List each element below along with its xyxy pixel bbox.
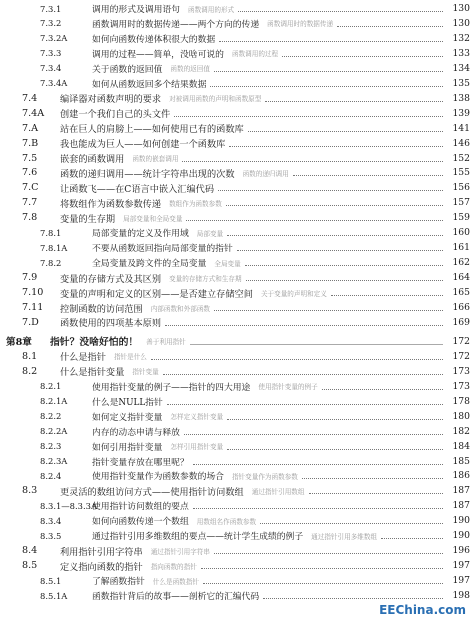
section-title: 什么是指针 <box>60 352 106 364</box>
toc-entry <box>0 454 472 469</box>
chapter-heading <box>0 334 472 349</box>
page-number: 162 <box>452 257 470 269</box>
section-number: 7.4 <box>22 92 38 104</box>
dot-leader <box>227 235 443 236</box>
page-number: 169 <box>452 316 470 328</box>
dot-leader <box>218 190 443 191</box>
section-title: 指针？没啥好怕的！ <box>50 337 139 349</box>
section-title: 利用指针引用字符串 <box>60 546 143 558</box>
section-number: 7.3.3 <box>40 48 62 59</box>
page-number: 196 <box>452 545 470 557</box>
section-annotation: 关于变量的声明和定义 <box>260 289 327 298</box>
section-number: 7.3.1 <box>40 3 62 14</box>
section-number: 8.5.1A <box>40 590 68 601</box>
section-number: 8.2.2A <box>40 426 68 437</box>
dot-leader <box>184 434 443 435</box>
section-annotation: 指针变量作为函数参数 <box>231 472 298 481</box>
section-title: 函数的递归调用——统计字符串出现的次数 <box>60 168 235 180</box>
toc-entry <box>0 180 472 195</box>
toc-entry <box>0 91 472 106</box>
page-number: 197 <box>452 560 470 572</box>
toc-entry <box>0 394 472 409</box>
section-number: 7.3.4A <box>40 78 68 89</box>
dot-leader <box>248 131 443 132</box>
page-number: 164 <box>452 272 470 284</box>
dot-leader <box>151 359 443 360</box>
dot-leader <box>227 449 443 450</box>
page-number: 198 <box>452 590 470 602</box>
section-annotation: 通过指针引用字符串 <box>150 547 211 556</box>
section-title: 控制函数的访问范围 <box>60 303 143 315</box>
dot-leader <box>381 538 443 539</box>
toc-entry <box>0 588 472 603</box>
page-number: 173 <box>452 365 470 377</box>
dot-leader <box>165 325 443 326</box>
toc-entry <box>0 106 472 121</box>
toc-entry <box>0 573 472 588</box>
toc-entry <box>0 1 472 16</box>
section-annotation: 函数的返回值 <box>170 65 210 74</box>
page-number: 186 <box>452 470 470 482</box>
section-title: 内存的动态申请与释放 <box>92 427 180 438</box>
section-title: 关于函数的返回值 <box>92 64 163 75</box>
page-number: 130 <box>452 3 470 14</box>
page-number: 152 <box>452 152 470 164</box>
section-number: 7.8.2 <box>40 257 62 268</box>
section-number: 7.6 <box>22 167 38 179</box>
dot-leader <box>282 56 443 57</box>
page-number: 173 <box>452 380 470 392</box>
page-number: 159 <box>452 212 470 224</box>
dot-leader <box>219 41 443 42</box>
watermark: EEChina.com <box>379 603 466 617</box>
page-number: 133 <box>452 47 470 59</box>
section-title: 站在巨人的肩膀上——如何使用已有的函数库 <box>60 124 244 136</box>
page-number: 132 <box>452 32 470 44</box>
section-annotation: 指针是什么 <box>113 353 147 362</box>
toc-entry <box>0 195 472 210</box>
page-number: 172 <box>452 335 470 347</box>
section-title: 我也能成为巨人——如何创建一个函数库 <box>60 139 226 151</box>
section-title: 如何向函数传递体积很大的数据 <box>92 34 216 45</box>
toc-entry <box>0 151 472 166</box>
section-title: 不要从函数返回指向局部变量的指针 <box>92 244 233 255</box>
toc-entry <box>0 349 472 364</box>
dot-leader <box>167 404 443 405</box>
page-number: 185 <box>452 455 470 467</box>
dot-leader <box>214 71 443 72</box>
page-number: 139 <box>452 107 470 119</box>
toc-entry <box>0 439 472 454</box>
toc-entry <box>0 31 472 46</box>
page-number: 156 <box>452 182 470 194</box>
dot-leader <box>227 419 443 420</box>
toc-entry <box>0 315 472 330</box>
section-number: 第8章 <box>6 337 32 349</box>
section-number: 8.3.5 <box>40 530 62 541</box>
page-number: 166 <box>452 302 470 313</box>
section-number: 7.4A <box>22 107 45 119</box>
toc-entry <box>0 136 472 151</box>
section-number: 7.10 <box>22 287 44 299</box>
section-number: 7.B <box>22 137 39 149</box>
section-number: 7.3.2A <box>40 33 68 44</box>
page-number: 182 <box>452 425 470 437</box>
toc-entry <box>0 270 472 285</box>
section-annotation: 内部函数和外部函数 <box>150 304 211 313</box>
page-number: 190 <box>452 515 470 527</box>
section-title: 让函数飞——在C语言中嵌入汇编代码 <box>60 183 215 195</box>
dot-leader <box>201 568 443 569</box>
section-annotation: 怎样引用指针变量 <box>170 443 224 452</box>
section-title: 变量的存储方式及其区别 <box>60 273 162 285</box>
section-number: 7.8.1A <box>40 242 68 253</box>
dot-leader <box>322 389 443 390</box>
section-title: 如何定义指针变量 <box>92 412 163 423</box>
dot-leader <box>193 464 443 465</box>
section-annotation: 用数组名作函数参数 <box>196 517 257 526</box>
page-number: 197 <box>452 575 470 587</box>
toc-entry <box>0 121 472 136</box>
page-number: 157 <box>452 197 470 209</box>
page-number: 190 <box>452 530 470 542</box>
section-title: 使用指针变量作为函数参数的场合 <box>92 472 224 483</box>
section-title: 定义指向函数的指针 <box>60 561 143 573</box>
page-number: 187 <box>452 485 470 497</box>
toc-entry <box>0 210 472 225</box>
page-number: 146 <box>452 137 470 149</box>
section-title: 通过指针引用多维数组的要点——统计学生成绩的例子 <box>92 532 304 543</box>
toc-entry <box>0 543 472 558</box>
section-title: 了解函数指针 <box>92 577 145 588</box>
section-annotation: 通过指针引用多维数组 <box>311 532 378 541</box>
page-number: 165 <box>452 287 470 299</box>
section-number: 8.4 <box>22 545 38 557</box>
page-number: 180 <box>452 410 470 422</box>
section-title: 如何向函数传递一个数组 <box>92 517 189 528</box>
section-title: 局部变量的定义及作用域 <box>92 229 189 240</box>
section-title: 使用指针变量的例子——指针的四大用途 <box>92 382 251 393</box>
toc-entry <box>0 46 472 61</box>
section-number: 8.5 <box>22 560 38 572</box>
section-number: 7.A <box>22 122 39 134</box>
page-number: 160 <box>452 227 470 239</box>
dot-leader <box>260 523 443 524</box>
dot-leader <box>214 553 443 554</box>
section-annotation: 怎样定义指针变量 <box>170 413 224 422</box>
section-annotation: 通过指针引用数组 <box>251 487 305 496</box>
section-title: 函数调用时的数据传递——两个方向的传递 <box>92 19 260 30</box>
section-number: 8.3.4 <box>40 515 62 526</box>
dot-leader <box>263 598 443 599</box>
section-number: 8.2 <box>22 365 38 377</box>
dot-leader <box>186 220 443 221</box>
toc-entry <box>0 409 472 424</box>
section-title: 函数指针背后的故事——剖析它的汇编代码 <box>92 592 260 603</box>
section-title: 创建一个我们自己的头文件 <box>60 109 171 121</box>
section-number: 7.11 <box>22 302 44 313</box>
toc-entry <box>0 165 472 180</box>
page-number: 184 <box>452 440 470 452</box>
dot-leader <box>229 146 443 147</box>
page-number: 161 <box>452 242 470 254</box>
dot-leader <box>293 175 443 176</box>
toc-entry <box>0 364 472 379</box>
section-number: 8.5.1 <box>40 575 62 586</box>
section-title: 更灵活的数组访问方式——使用指针访问数组 <box>60 486 244 498</box>
section-number: 7.5 <box>22 152 38 164</box>
page-number: 135 <box>452 77 470 89</box>
page-number: 172 <box>452 350 470 362</box>
section-annotation: 函数调用时的数据传递 <box>267 20 334 29</box>
section-number: 7.3.2 <box>40 18 62 29</box>
toc-entry <box>0 16 472 31</box>
section-number: 8.2.2 <box>40 411 62 422</box>
section-title: 编译器对函数声明的要求 <box>60 94 162 106</box>
section-number: 8.3 <box>22 485 38 497</box>
section-title: 如何从函数返回多个结果数据 <box>92 79 207 90</box>
dot-leader <box>174 116 443 117</box>
section-title: 使用指针访问数组的要点 <box>92 502 189 513</box>
section-annotation: 局部变量 <box>196 229 224 238</box>
section-title: 将数组作为函数参数传递 <box>60 198 162 210</box>
page-number: 155 <box>452 167 470 179</box>
section-title: 什么是指针变量 <box>60 367 125 379</box>
section-number: 8.2.1 <box>40 381 62 392</box>
dot-leader <box>265 101 443 102</box>
toc-entry <box>0 285 472 300</box>
section-number: 8.2.3A <box>40 456 68 466</box>
section-number: 8.3.1—8.3.3A <box>40 500 98 511</box>
page-number: 187 <box>452 500 470 512</box>
toc-entry <box>0 61 472 76</box>
section-title: 嵌套的函数调用 <box>60 154 125 165</box>
dot-leader <box>214 310 443 311</box>
toc-entry <box>0 483 472 498</box>
page-number: 138 <box>452 92 470 104</box>
section-number: 7.C <box>22 182 39 194</box>
section-annotation: 函数的嵌套调用 <box>132 155 179 163</box>
section-number: 8.1 <box>22 350 38 362</box>
section-title: 函数使用的四项基本原则 <box>60 318 162 330</box>
section-number: 7.7 <box>22 197 38 209</box>
dot-leader <box>309 493 444 494</box>
section-annotation: 全局变量 <box>214 259 241 268</box>
dot-leader <box>237 250 443 251</box>
dot-leader <box>226 205 443 206</box>
toc-entry <box>0 76 472 91</box>
section-annotation: 函数的递归调用 <box>242 169 289 178</box>
section-number: 7.9 <box>22 272 38 284</box>
section-number: 7.D <box>22 316 39 328</box>
section-annotation: 什么是函数指针 <box>152 577 199 586</box>
dot-leader <box>245 265 443 266</box>
section-number: 8.2.4 <box>40 470 62 481</box>
toc-entry <box>0 528 472 543</box>
toc-entry <box>0 379 472 394</box>
toc-entry <box>0 255 472 270</box>
section-number: 7.8.1 <box>40 227 62 238</box>
section-title: 如何引用指针变量 <box>92 442 163 453</box>
section-title: 什么是NULL指针 <box>92 397 163 408</box>
dot-leader <box>193 508 443 509</box>
dot-leader <box>302 478 443 479</box>
dot-leader <box>331 295 443 296</box>
section-annotation: 使用指针变量的例子 <box>258 383 318 392</box>
toc-entry <box>0 424 472 439</box>
section-annotation: 指向函数的指针 <box>150 562 197 571</box>
section-annotation: 对被调用函数的声明和函数原型 <box>169 95 262 104</box>
page-number: 130 <box>452 17 470 29</box>
dot-leader <box>337 26 443 27</box>
section-title: 全局变量及跨文件的全局变量 <box>92 259 207 270</box>
dot-leader <box>182 161 443 162</box>
section-number: 7.3.4 <box>40 63 62 74</box>
section-annotation: 数组作为函数参数 <box>169 199 222 208</box>
dot-leader <box>163 374 443 375</box>
page-number: 134 <box>452 62 470 74</box>
dot-leader <box>190 344 443 345</box>
section-annotation: 函数调用的过程 <box>231 50 279 59</box>
toc-entry <box>0 558 472 573</box>
section-annotation: 善于利用指针 <box>146 338 186 347</box>
section-annotation: 变量的存储方式和生存期 <box>169 274 242 283</box>
section-number: 7.8 <box>22 212 38 224</box>
dot-leader <box>210 86 443 87</box>
dot-leader <box>203 583 443 584</box>
page-number: 141 <box>452 122 470 134</box>
section-title: 变量的声明和定义的区别——是否建立存储空间 <box>60 288 253 300</box>
toc-entry <box>0 498 472 513</box>
toc-entry <box>0 513 472 528</box>
toc-entry <box>0 300 472 315</box>
section-title: 调用的形式及调用语句 <box>92 5 180 15</box>
toc-entry <box>0 240 472 255</box>
section-annotation: 函数调用的形式 <box>187 5 235 14</box>
page-number: 178 <box>452 395 470 407</box>
section-title: 指针变量存放在哪里呢？ <box>92 457 189 468</box>
dot-leader <box>238 11 443 12</box>
section-number: 8.2.3 <box>40 441 62 452</box>
section-title: 调用的过程——简单，没啥可说的 <box>92 49 224 60</box>
section-number: 8.2.1A <box>40 396 68 407</box>
toc-entry <box>0 225 472 240</box>
section-annotation: 局部变量和全局变量 <box>123 214 183 223</box>
toc-entry <box>0 468 472 483</box>
dot-leader <box>246 280 443 281</box>
section-title: 变量的生存期 <box>60 213 116 225</box>
section-annotation: 指针变量 <box>132 368 159 377</box>
